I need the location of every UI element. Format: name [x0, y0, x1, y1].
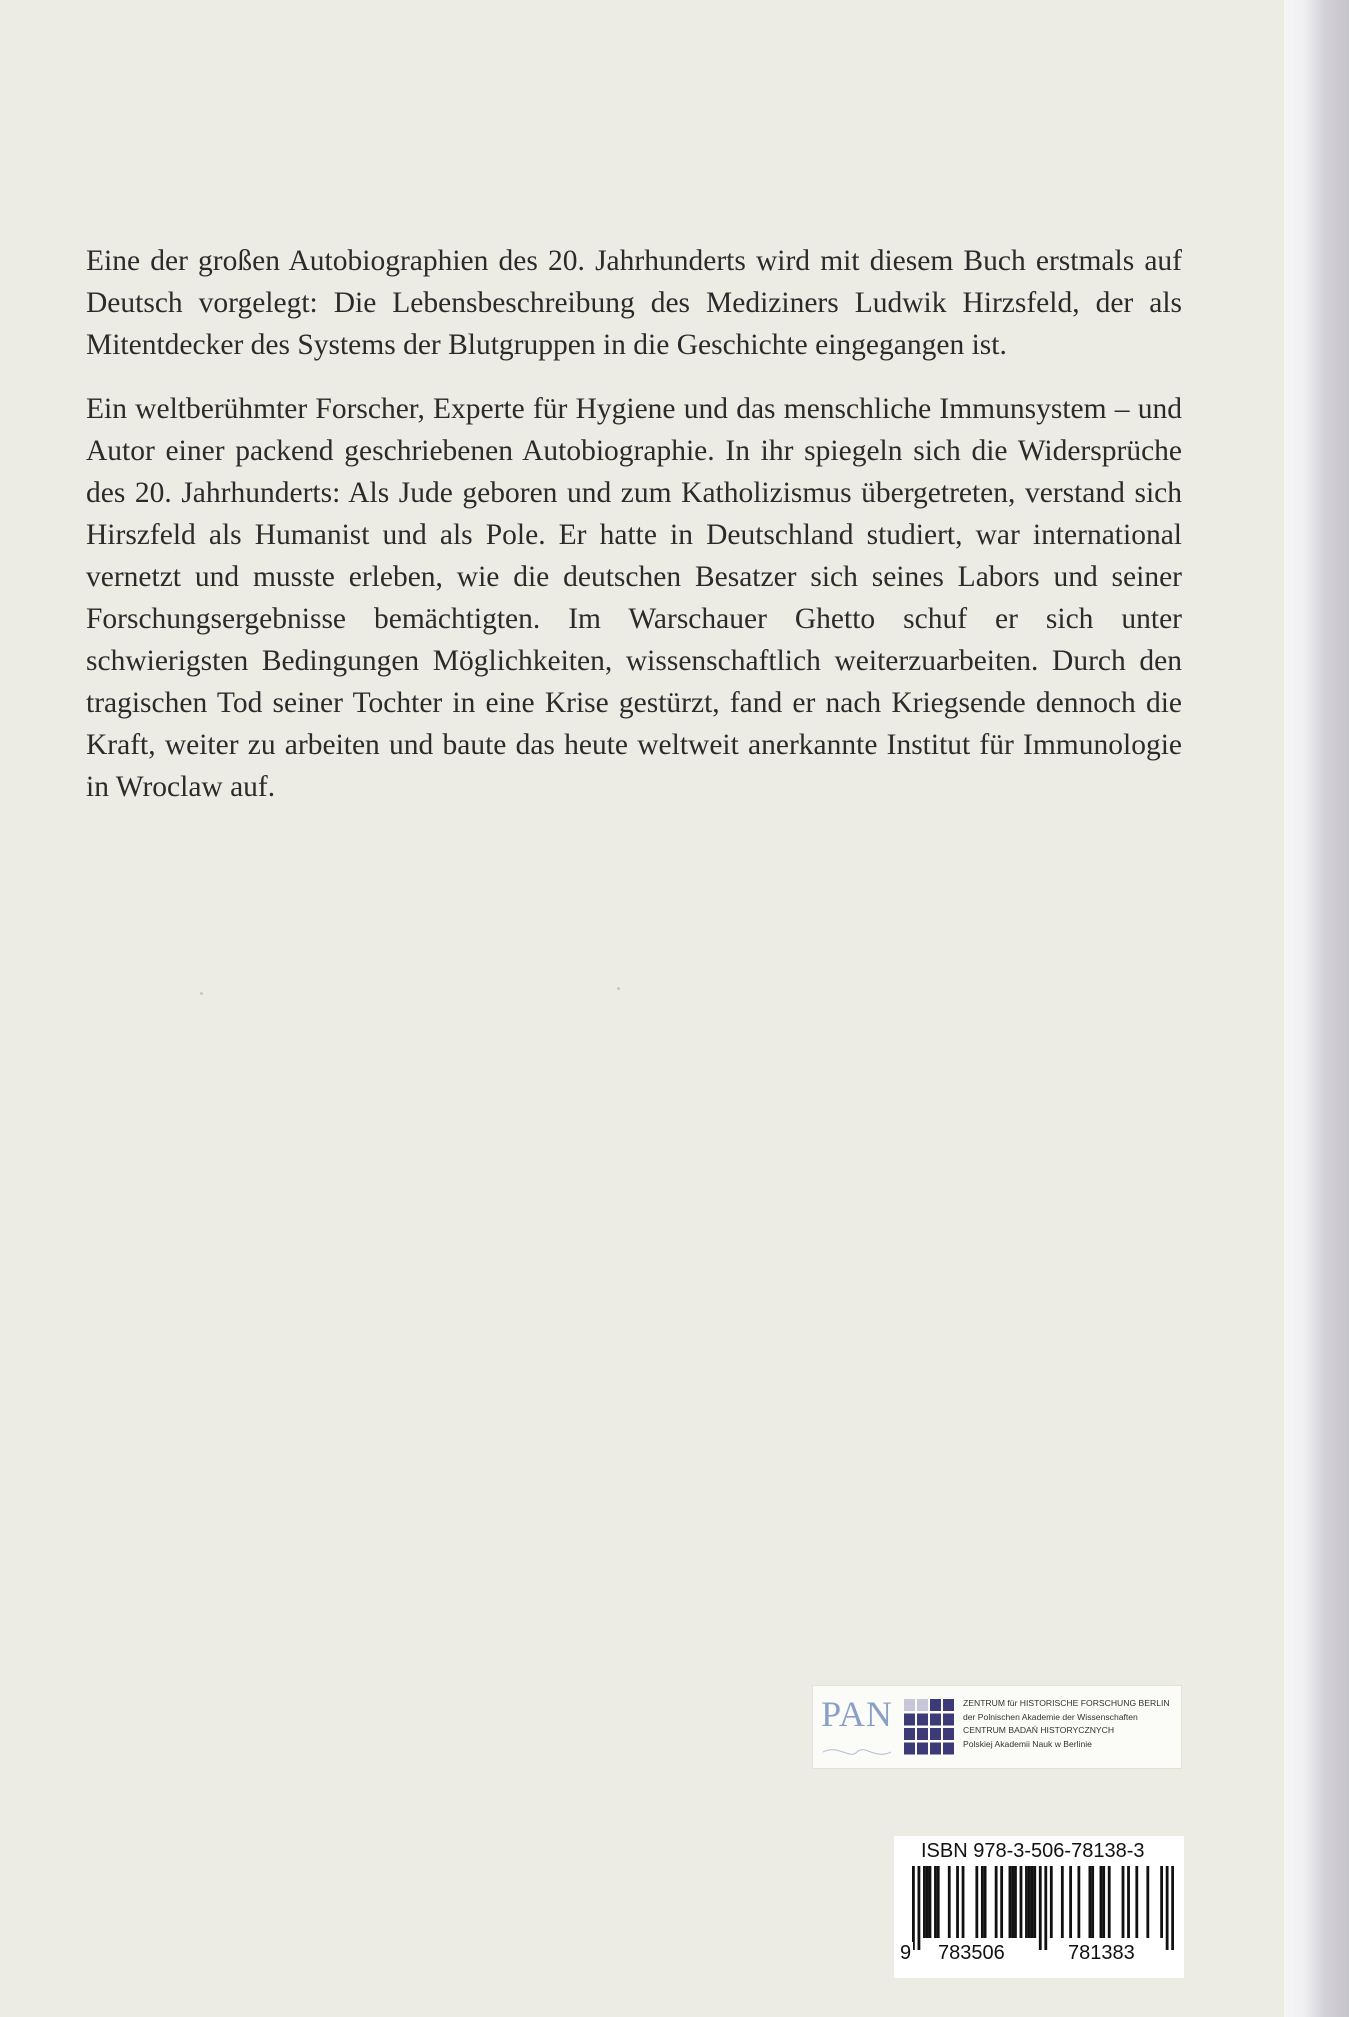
barcode-bar — [1014, 1866, 1017, 1938]
barcode-bar — [1000, 1866, 1003, 1938]
barcode-bar — [962, 1866, 965, 1938]
barcode-bar — [1127, 1866, 1130, 1938]
mosaic-square — [943, 1743, 954, 1755]
pan-institute-logo — [812, 1685, 1182, 1769]
barcode-bar — [912, 1866, 915, 1950]
institute-name-line: ZENTRUM für HISTORISCHE FORSCHUNG BERLIN — [963, 1698, 1170, 1708]
barcode-bar — [929, 1866, 932, 1938]
barcode-bar — [1146, 1866, 1149, 1938]
barcode-bar — [981, 1866, 984, 1938]
barcode-digits-left: 783506 — [938, 1942, 1005, 1964]
barcode-bar — [1166, 1866, 1169, 1950]
barcode-bar — [1089, 1866, 1092, 1938]
barcode-bars-icon — [912, 1866, 1174, 1950]
barcode-bar — [1069, 1866, 1072, 1938]
barcode-bar — [1160, 1866, 1163, 1938]
mosaic-square — [917, 1714, 928, 1726]
paper-speck — [617, 987, 620, 990]
barcode-bar — [1044, 1866, 1047, 1950]
barcode-bar — [1028, 1866, 1031, 1938]
barcode-bar — [1135, 1866, 1138, 1938]
barcode-bar — [937, 1866, 940, 1938]
barcode-bar — [956, 1866, 959, 1938]
mosaic-square — [917, 1699, 928, 1711]
barcode-bar — [1108, 1866, 1111, 1938]
barcode-bar — [948, 1866, 951, 1938]
mosaic-square — [917, 1728, 928, 1740]
barcode-bar — [1061, 1866, 1064, 1938]
mosaic-square — [943, 1699, 954, 1711]
barcode-bar — [1050, 1866, 1053, 1938]
barcode-bar — [1091, 1866, 1094, 1938]
barcode-bar — [918, 1866, 921, 1950]
mosaic-square — [904, 1699, 915, 1711]
blurb-paragraph-1: Eine der großen Autobiographien des 20. Jahrhunderts wird mit diesem Buch erstmals auf Deutsch vorgelegt: Die Lebensbeschreibung des Mediziners Ludwik Hirzsfeld, der als Mitentdecker des Systems der Blutgruppen in die Geschichte eingegangen ist. — [86, 245, 1182, 361]
blurb-text — [86, 240, 1182, 830]
barcode-bar — [1031, 1866, 1034, 1938]
barcode-bar — [1100, 1866, 1103, 1938]
pan-logo-flourish-icon — [819, 1744, 895, 1760]
blurb-paragraph-2: Ein weltberühmter Forscher, Experte für Hygiene und das menschliche Immunsystem – und Autor einer packend geschriebenen Autobiographie. In ihr spiegeln sich die Widersprüche des 20. Jahrhunderts: Als Jude geboren und zum Katholizismus übergetreten, verstand sich Hirszfeld als Humanist und als Pole. Er hatte in Deutschland studiert, war international vernetzt und musste erleben, wie die deutschen Besatzer sich seines Labors und seiner Forschungsergebnisse bemächtigten. Im Warschauer Ghetto schuf er sich unter schwierigsten Bedingungen Möglichkeiten, wissenschaftlich weiterzuarbeiten. Durch den tragischen Tod seiner Tochter in eine Krise gestürzt, fand er nach Kriegsende dennoch die Kraft, weiter zu arbeiten und baute das heute weltweit anerkannte Institut für Immunologie in Wroclaw auf. — [86, 393, 1182, 803]
mosaic-square — [930, 1728, 941, 1740]
barcode-bar — [1011, 1866, 1014, 1938]
barcode-digits-right: 781383 — [1068, 1942, 1135, 1964]
mosaic-square — [917, 1743, 928, 1755]
mosaic-square — [943, 1714, 954, 1726]
barcode-bar — [1033, 1866, 1036, 1938]
paper-speck — [200, 992, 203, 995]
mosaic-square — [904, 1728, 915, 1740]
barcode-bar — [1020, 1866, 1023, 1938]
isbn-barcode — [894, 1836, 1184, 1978]
cover-edge-shadow — [1284, 0, 1349, 2017]
barcode-bar — [923, 1866, 926, 1938]
barcode-bar — [975, 1866, 978, 1938]
barcode-bar — [1102, 1866, 1105, 1938]
institute-name-line: Polskiej Akademii Nauk w Berlinie — [963, 1738, 1092, 1749]
barcode-bar — [984, 1866, 987, 1938]
mosaic-square — [930, 1743, 941, 1755]
mosaic-square — [904, 1714, 915, 1726]
mosaic-square — [930, 1699, 941, 1711]
barcode-bar — [1039, 1866, 1042, 1950]
barcode-bar — [1122, 1866, 1125, 1938]
mosaic-logo-icon — [903, 1698, 955, 1756]
barcode-bar — [926, 1866, 929, 1938]
barcode-bar — [1077, 1866, 1080, 1938]
institute-name-line: der Polnischen Akademie der Wissenschaften — [963, 1711, 1138, 1722]
barcode-bar — [995, 1866, 998, 1938]
isbn-label: ISBN 978-3-506-78138-3 — [921, 1840, 1145, 1862]
pan-logo-text: PAN — [821, 1694, 893, 1734]
barcode-bar — [1171, 1866, 1174, 1950]
mosaic-square — [943, 1728, 954, 1740]
barcode-bar — [934, 1866, 937, 1938]
barcode-bar — [1025, 1866, 1028, 1938]
mosaic-square — [904, 1743, 915, 1755]
mosaic-square — [930, 1714, 941, 1726]
barcode-digit-first: 9 — [900, 1942, 912, 1964]
institute-name-line: CENTRUM BADAŃ HISTORYCZNYCH — [963, 1725, 1115, 1735]
institute-name — [963, 1697, 1177, 1751]
barcode-bar — [1009, 1866, 1012, 1938]
